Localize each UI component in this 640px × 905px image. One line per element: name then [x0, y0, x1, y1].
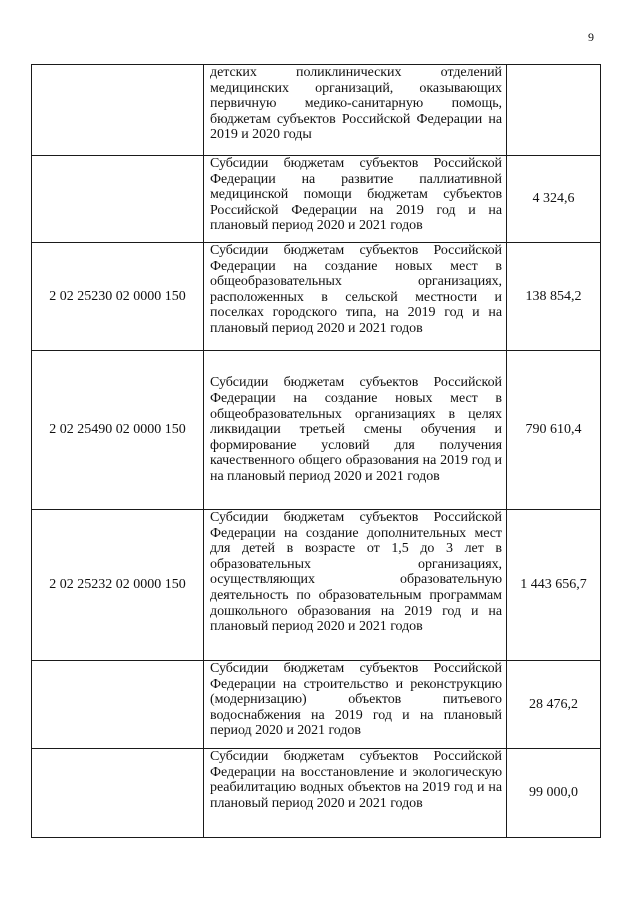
budget-code-cell [32, 661, 204, 749]
page-number: 9 [588, 30, 594, 44]
budget-code-cell: 2 02 25490 02 0000 150 [32, 351, 204, 510]
table-row [32, 65, 601, 156]
amount-cell: 28 476,2 [507, 661, 601, 749]
description-cell: детских поликлинических отделений медицинских организаций, оказывающих первичную медико-санитарную помощь, бюджетам субъектов Российской Федерации на 2019 и 2020 годы [204, 65, 507, 156]
budget-code-cell [32, 65, 204, 156]
description-cell: Субсидии бюджетам субъектов Российской Федерации на строительство и реконструкцию (модернизацию) объектов питьевого водоснабжения на 2019 год и на плановый период 2020 и 2021 годов [204, 661, 507, 749]
amount-cell: 4 324,6 [507, 156, 601, 243]
description-cell: Субсидии бюджетам субъектов Российской Федерации на развитие паллиативной медицинской помощи бюджетам субъектов Российской Федерации на 2019 год и на плановый период 2020 и 2021 годов [204, 156, 507, 243]
budget-table [31, 64, 601, 838]
amount-cell: 138 854,2 [507, 243, 601, 351]
amount-cell: 790 610,4 [507, 351, 601, 510]
table-row [32, 661, 601, 749]
description-cell: Субсидии бюджетам субъектов Российской Федерации на восстановление и экологическую реабилитацию водных объектов на 2019 год и на плановый период 2020 и 2021 годов [204, 749, 507, 838]
amount-cell [507, 65, 601, 156]
amount-cell: 1 443 656,7 [507, 510, 601, 661]
table-row [32, 156, 601, 243]
budget-code-cell: 2 02 25230 02 0000 150 [32, 243, 204, 351]
table-row [32, 243, 601, 351]
budget-code-cell [32, 749, 204, 838]
description-cell: Субсидии бюджетам субъектов Российской Федерации на создание дополнительных мест для детей в возрасте от 1,5 до 3 лет в образовательных организациях, осуществляющих образовательную деятельность по образовательным программам дошкольного образования на 2019 год и на плановый период 2020 и 2021 годов [204, 510, 507, 661]
description-cell: Субсидии бюджетам субъектов Российской Федерации на создание новых мест в общеобразовательных организациях в целях ликвидации третьей смены обучения и формирование условий для получения качественного общего образования на 2019 год и на плановый период 2020 и 2021 годов [204, 351, 507, 510]
table-row [32, 749, 601, 838]
budget-code-cell [32, 156, 204, 243]
amount-cell: 99 000,0 [507, 749, 601, 838]
table-row [32, 351, 601, 510]
description-cell: Субсидии бюджетам субъектов Российской Федерации на создание новых мест в общеобразовательных организациях, расположенных в сельской местности и поселках городского типа, на 2019 год и на плановый период 2020 и 2021 годов [204, 243, 507, 351]
table-row [32, 510, 601, 661]
budget-code-cell: 2 02 25232 02 0000 150 [32, 510, 204, 661]
